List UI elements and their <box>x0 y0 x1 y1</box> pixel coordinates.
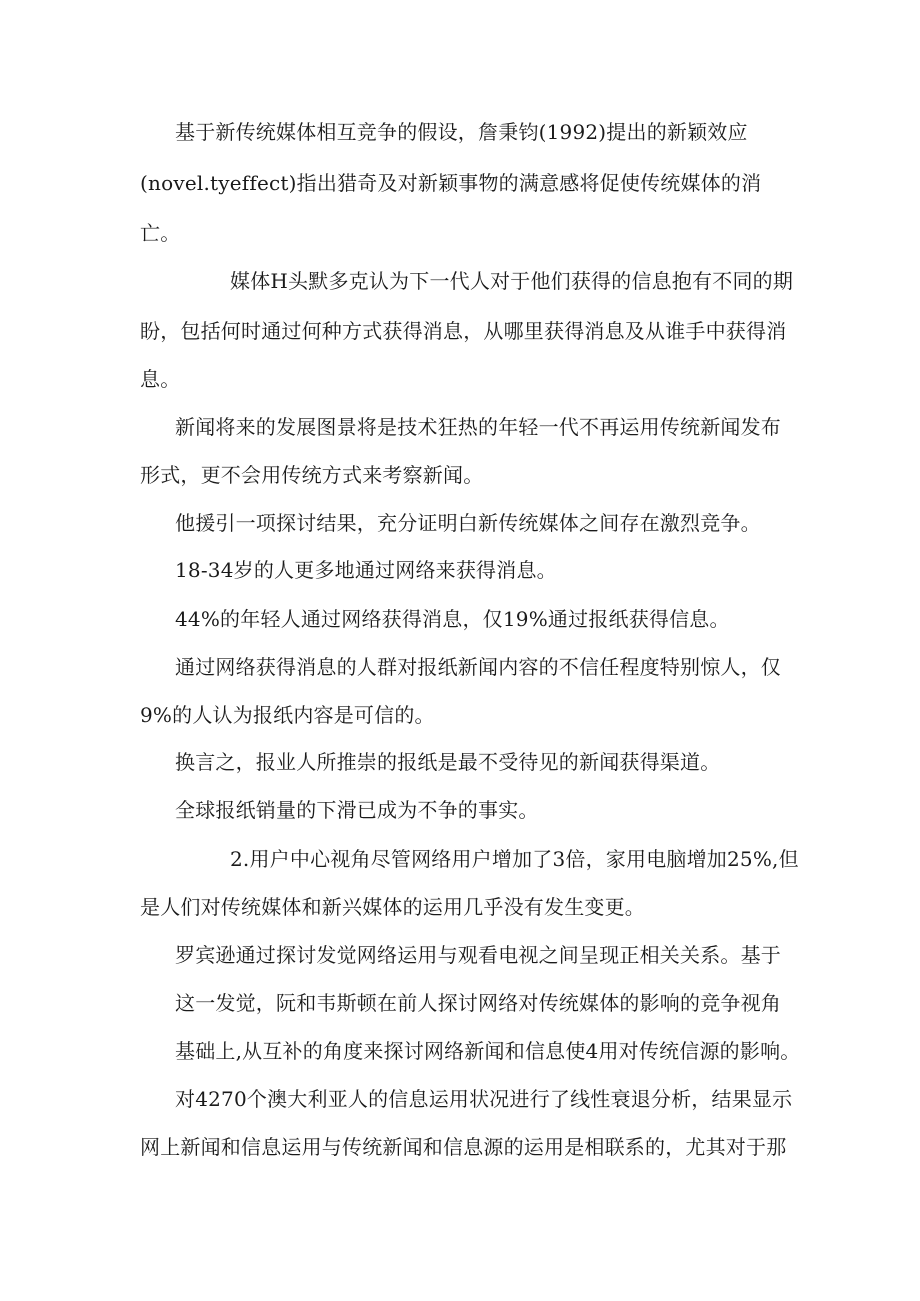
text-line: 是人们对传统媒体和新兴媒体的运用几乎没有发生变更。 <box>140 895 645 919</box>
text-line: 基于新传统媒体相互竞争的假设，詹秉钧(1992)提出的新颖效应 <box>175 120 748 144</box>
text-line: 全球报纸销量的下滑已成为不争的事实。 <box>175 798 539 822</box>
text-line: 网上新闻和信息运用与传统新闻和信息源的运用是相联系的，尤其对于那 <box>140 1135 787 1159</box>
text-line: 换言之，报业人所推崇的报纸是最不受待见的新闻获得渠道。 <box>175 750 721 774</box>
text-line: 这一发觉，阮和韦斯顿在前人探讨网络对传统媒体的影响的竞争视角 <box>175 991 781 1015</box>
text-line: 18-34岁的人更多地通过网络来获得消息。 <box>175 558 557 582</box>
text-line: 2.用户中心视角尽管网络用户增加了3倍，家用电脑增加25%,但 <box>230 847 799 871</box>
text-line: 息。 <box>140 367 181 391</box>
text-line: 44%的年轻人通过网络获得消息，仅19%通过报纸获得信息。 <box>175 607 730 631</box>
text-line: 媒体H头默多克认为下一代人对于他们获得的信息抱有不同的期 <box>230 269 794 293</box>
text-line: 罗宾逊通过探讨发觉网络运用与观看电视之间呈现正相关关系。基于 <box>175 943 781 967</box>
text-line: 新闻将来的发展图景将是技术狂热的年轻一代不再运用传统新闻发布 <box>175 415 781 439</box>
text-line: 盼，包括何时通过何种方式获得消息，从哪里获得消息及从谁手中获得消 <box>140 319 787 343</box>
text-line: 基础上,从互补的角度来探讨网络新闻和信息使4用对传统信源的影响。 <box>175 1039 801 1063</box>
text-line: (novel.tyeffect)指出猎奇及对新颖事物的满意感将促使传统媒体的消 <box>140 171 762 195</box>
text-line: 他援引一项探讨结果，充分证明白新传统媒体之间存在激烈竞争。 <box>175 511 761 535</box>
text-line: 亡。 <box>140 221 181 245</box>
text-line: 形式，更不会用传统方式来考察新闻。 <box>140 463 484 487</box>
text-line: 9%的人认为报纸内容是可信的。 <box>140 703 435 727</box>
text-line: 通过网络获得消息的人群对报纸新闻内容的不信任程度特别惊人，仅 <box>175 655 781 679</box>
text-line: 对4270个澳大利亚人的信息运用状况进行了线性衰退分析，结果显示 <box>175 1087 793 1111</box>
